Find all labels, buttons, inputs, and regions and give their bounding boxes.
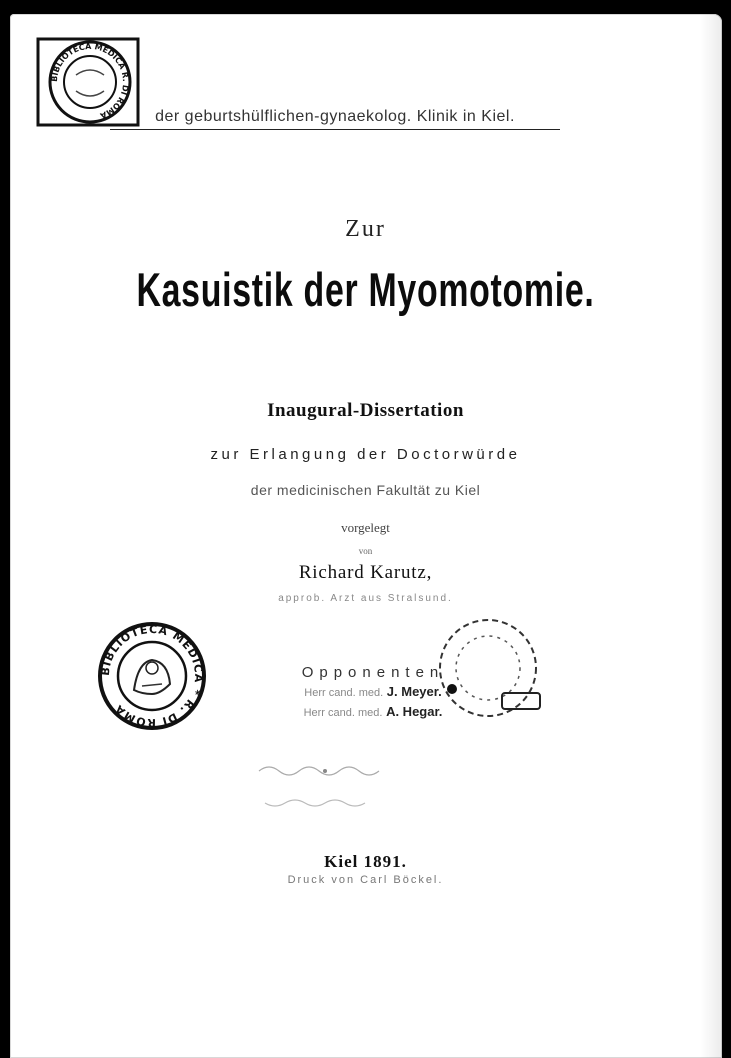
opponent-2-prefix: Herr cand. med. bbox=[303, 707, 383, 719]
pre-title: Zur bbox=[345, 216, 386, 242]
decorative-rule-ornament-1 bbox=[255, 764, 395, 778]
opponent-1-prefix: Herr cand. med. bbox=[304, 687, 384, 699]
opponent-1-name: J. Meyer. bbox=[386, 684, 442, 699]
faculty-line: der medicinischen Fakultät zu Kiel bbox=[250, 482, 481, 498]
stamp-top-ring-text: BIBLIOTECA MEDICA R. DI ROMA bbox=[49, 41, 131, 121]
decorative-rule-ornament-2 bbox=[255, 796, 395, 810]
printer-line: Druck von Carl Böckel. bbox=[287, 874, 444, 886]
by-label: von bbox=[358, 546, 373, 556]
place-and-year: Kiel 1891. bbox=[324, 852, 407, 871]
submitted-label: vorgelegt bbox=[341, 520, 390, 535]
scanned-page bbox=[10, 14, 722, 1058]
opponent-2 bbox=[208, 704, 538, 719]
author-info: approb. Arzt aus Stralsund. bbox=[278, 593, 453, 604]
clinic-origin-line: der geburtshülflichen-gynaekolog. Klinik in Kiel. bbox=[110, 108, 560, 130]
stamp-left-ring-text: BIBLIOTECA MEDICA * R. DI ROMA bbox=[98, 622, 206, 730]
library-stamp-left bbox=[96, 620, 208, 732]
subtitle: Inaugural-Dissertation bbox=[267, 400, 464, 421]
author-name: Richard Karutz, bbox=[298, 562, 433, 583]
opponents-heading: Opponenten bbox=[301, 664, 445, 681]
purpose-line: zur Erlangung der Doctorwürde bbox=[210, 446, 521, 463]
page-title: Kasuistik der Myomotomie. bbox=[136, 263, 595, 316]
opponent-1 bbox=[208, 684, 538, 699]
opponent-2-name: A. Hegar. bbox=[386, 704, 443, 719]
